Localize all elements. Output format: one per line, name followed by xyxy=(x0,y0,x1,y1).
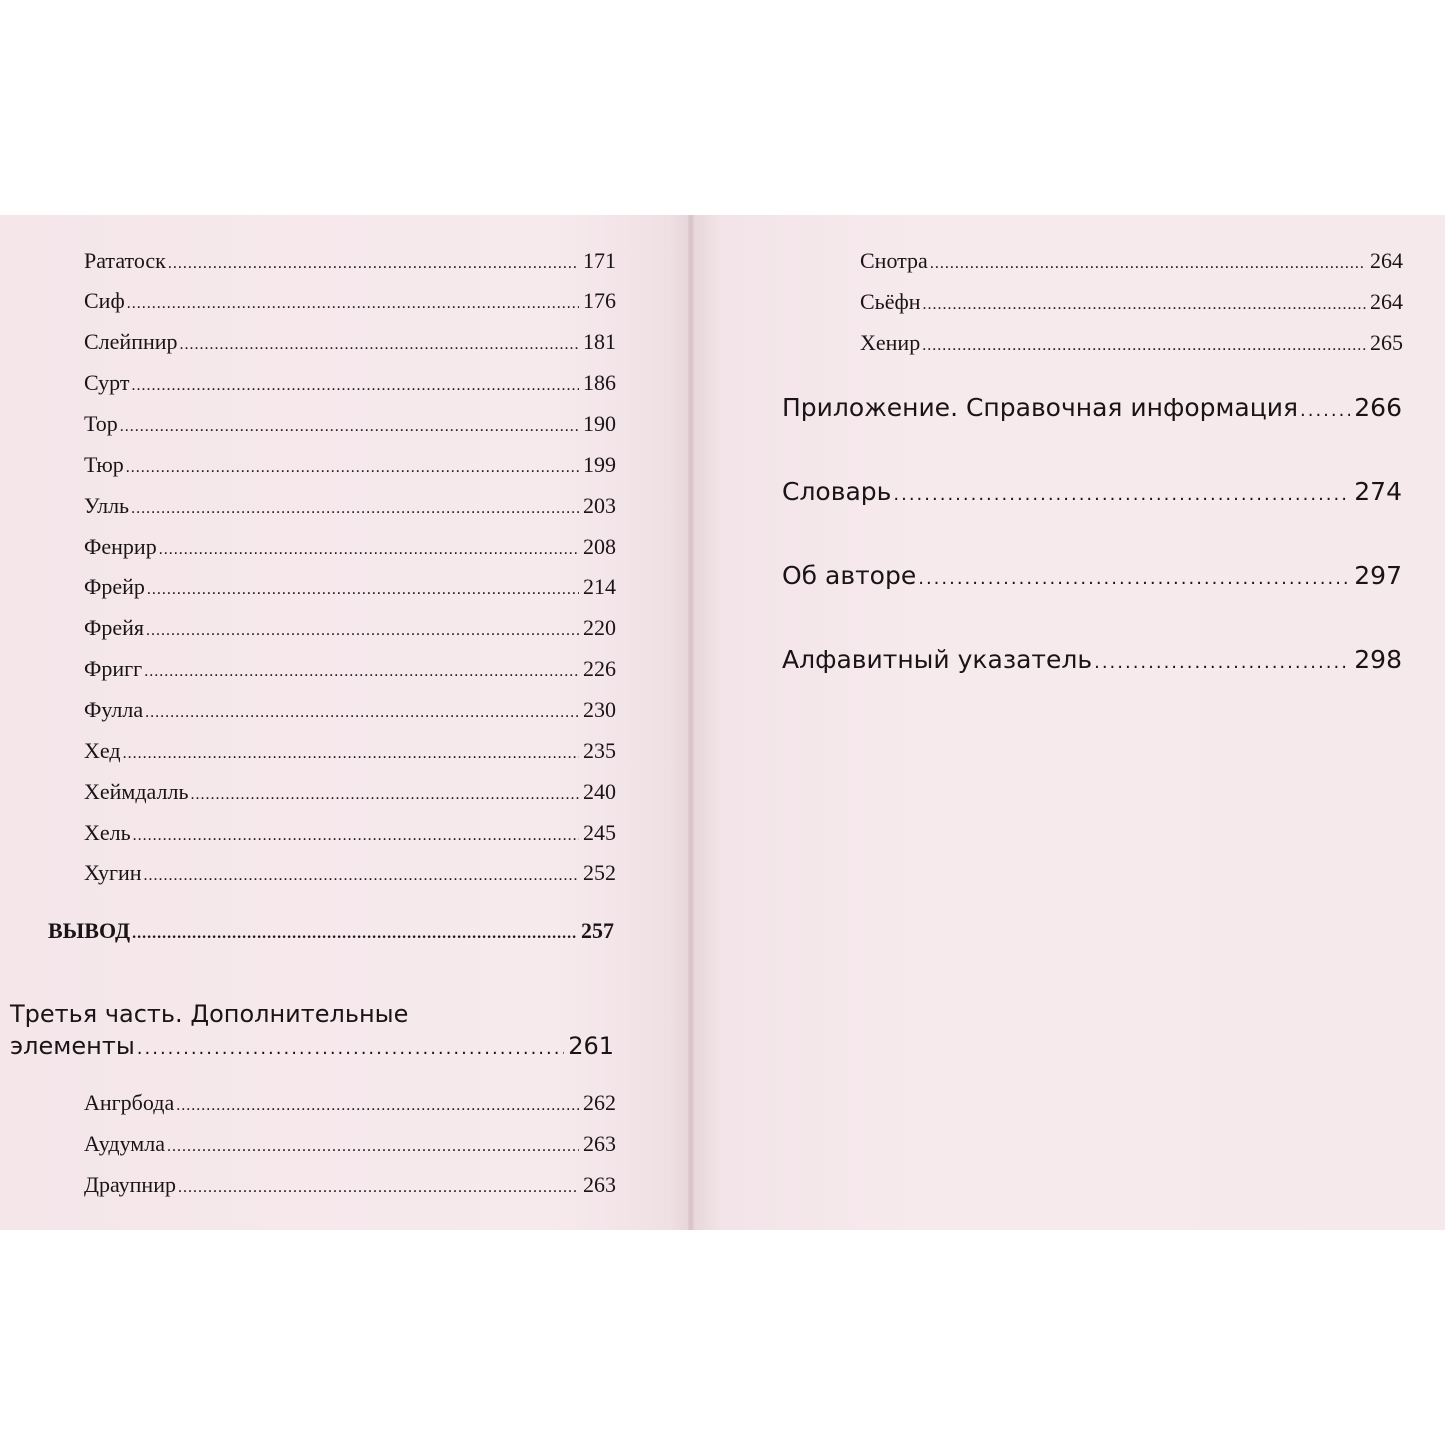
toc-entry-title: Фрейя xyxy=(84,615,145,640)
toc-entry-page: 208 xyxy=(583,534,616,559)
leader-dots xyxy=(127,295,579,313)
toc-entry-page: 265 xyxy=(1370,330,1403,355)
toc-section-page: 298 xyxy=(1354,645,1402,674)
toc-entry xyxy=(860,248,1403,274)
toc-entry-title: Ангрбода xyxy=(84,1090,175,1115)
leader-dots xyxy=(1300,400,1350,421)
toc-entry xyxy=(84,574,616,600)
leader-dots xyxy=(131,377,579,395)
leader-dots xyxy=(147,581,579,599)
toc-entry-title: Снотра xyxy=(860,248,928,273)
leader-dots xyxy=(126,459,579,477)
toc-entry-title: Слейпнир xyxy=(84,329,178,354)
toc-entry-title: Хель xyxy=(84,820,131,845)
toc-entry-page: 264 xyxy=(1370,289,1403,314)
toc-entry-page: 263 xyxy=(583,1131,616,1156)
toc-entry xyxy=(84,493,616,519)
toc-entry-page: 181 xyxy=(583,329,616,354)
toc-entry xyxy=(84,534,616,560)
toc-entry-page: 171 xyxy=(583,248,616,273)
toc-entry-page: 203 xyxy=(583,493,616,518)
toc-section xyxy=(782,561,1402,590)
toc-entry xyxy=(860,330,1403,356)
toc-entry xyxy=(84,370,616,396)
toc-entry-page: 245 xyxy=(583,820,616,845)
leader-dots xyxy=(144,663,579,681)
toc-entry-page: 264 xyxy=(1370,248,1403,273)
toc-section-title: Об авторе xyxy=(782,561,917,590)
leader-dots xyxy=(1094,652,1350,673)
toc-section xyxy=(782,393,1402,422)
toc-entry-page: 240 xyxy=(583,779,616,804)
toc-entry-title: Тюр xyxy=(84,452,124,477)
leader-dots xyxy=(930,255,1366,273)
toc-entry-title: Фригг xyxy=(84,656,143,681)
toc-entry-title: Хенир xyxy=(860,330,921,355)
leader-dots xyxy=(132,925,577,943)
leader-dots xyxy=(146,622,579,640)
toc-entry-title: Хеймдалль xyxy=(84,779,189,804)
toc-entry xyxy=(84,656,616,682)
toc-entry-title: Аудумла xyxy=(84,1131,165,1156)
leader-dots xyxy=(922,337,1366,355)
toc-entry-title: Хугин xyxy=(84,860,142,885)
toc-entry xyxy=(84,1090,616,1116)
toc-entry-page: 176 xyxy=(583,288,616,313)
leader-dots xyxy=(137,1038,564,1059)
toc-section-page: 274 xyxy=(1354,477,1402,506)
leader-dots xyxy=(191,786,580,804)
leader-dots xyxy=(918,568,1350,589)
toc-entry-title: Сурт xyxy=(84,370,130,395)
book-gutter xyxy=(688,215,694,1230)
toc-entry-title: Рататоск xyxy=(84,248,166,273)
toc-entry-title: Сиф xyxy=(84,288,125,313)
toc-entry-page: 263 xyxy=(583,1172,616,1197)
leader-dots xyxy=(133,827,579,845)
leader-dots xyxy=(144,867,579,885)
toc-entry-page: 261 xyxy=(568,1032,614,1060)
toc-entry xyxy=(84,288,616,314)
toc-entry-title: ВЫВОД xyxy=(48,918,131,943)
right-page xyxy=(692,215,1445,1230)
leader-dots xyxy=(167,1138,579,1156)
toc-section-page: 297 xyxy=(1354,561,1402,590)
toc-section-page: 266 xyxy=(1354,393,1402,422)
toc-entry xyxy=(84,411,616,437)
toc-entry-page: 235 xyxy=(583,738,616,763)
toc-entry-title: Сьёфн xyxy=(860,289,921,314)
toc-section xyxy=(782,645,1402,674)
toc-entry xyxy=(84,697,616,723)
toc-entry-page: 190 xyxy=(583,411,616,436)
toc-entry xyxy=(84,1131,616,1157)
toc-entry-title: Улль xyxy=(84,493,130,518)
toc-entry-page: 252 xyxy=(583,860,616,885)
leader-dots xyxy=(168,255,579,273)
leader-dots xyxy=(923,296,1367,314)
toc-entry xyxy=(84,820,616,846)
leader-dots xyxy=(120,418,579,436)
toc-entry xyxy=(84,738,616,764)
toc-entry xyxy=(84,615,616,641)
toc-entry-title: Драупнир xyxy=(84,1172,176,1197)
toc-entry-page: 220 xyxy=(583,615,616,640)
toc-entry-page: 199 xyxy=(583,452,616,477)
toc-entry xyxy=(860,289,1403,315)
toc-entry-page: 226 xyxy=(583,656,616,681)
part-three-title: Третья часть. Дополнительные xyxy=(10,1000,409,1028)
toc-entry xyxy=(84,1172,616,1198)
toc-conclusion xyxy=(48,918,614,944)
toc-entry-page: 214 xyxy=(583,574,616,599)
toc-entry-title: Фрейр xyxy=(84,574,145,599)
toc-entry-page: 262 xyxy=(583,1090,616,1115)
leader-dots xyxy=(123,745,579,763)
toc-section-title: Приложение. Справочная информация xyxy=(782,393,1299,422)
toc-part-three xyxy=(10,1032,614,1060)
toc-entry-title: Хед xyxy=(84,738,121,763)
leader-dots xyxy=(159,541,579,559)
leader-dots xyxy=(178,1179,579,1197)
leader-dots xyxy=(176,1097,579,1115)
toc-entry-page: 186 xyxy=(583,370,616,395)
toc-entry-title: Фенрир xyxy=(84,534,157,559)
toc-entry-page: 257 xyxy=(581,918,614,943)
toc-entry xyxy=(84,452,616,478)
toc-entry xyxy=(84,860,616,886)
toc-entry xyxy=(84,248,616,274)
toc-entry-title: элементы xyxy=(10,1032,135,1060)
leader-dots xyxy=(180,336,579,354)
toc-entry xyxy=(84,329,616,355)
toc-section-title: Алфавитный указатель xyxy=(782,645,1093,674)
toc-section xyxy=(782,477,1402,506)
toc-entry-title: Тор xyxy=(84,411,118,436)
leader-dots xyxy=(893,484,1350,505)
toc-section-title: Словарь xyxy=(782,477,892,506)
leader-dots xyxy=(145,704,579,722)
leader-dots xyxy=(131,500,579,518)
toc-entry xyxy=(84,779,616,805)
toc-entry-page: 230 xyxy=(583,697,616,722)
toc-entry-title: Фулла xyxy=(84,697,144,722)
